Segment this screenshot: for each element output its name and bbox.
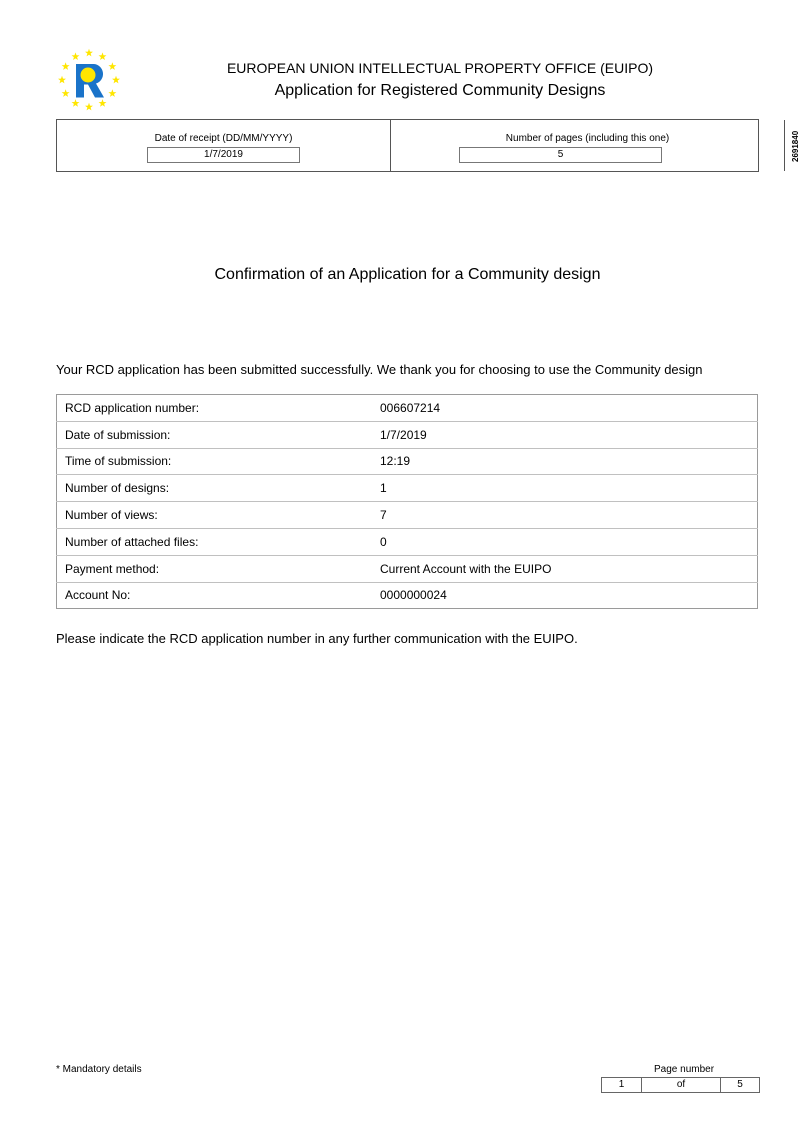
date-of-receipt-cell: [57, 120, 391, 171]
logo-star-icon: [58, 76, 66, 84]
table-row: [57, 528, 758, 555]
detail-value: 12:19: [368, 448, 758, 475]
intro-text: Your RCD application has been submitted successfully. We thank you for choosing to use the Community design: [56, 362, 703, 377]
table-row: [57, 582, 758, 609]
logo-disc: [81, 68, 96, 83]
page-current: 1: [602, 1078, 642, 1092]
confirmation-title: Confirmation of an Application for a Community design: [214, 266, 601, 283]
logo-star-icon: [72, 99, 80, 107]
detail-value: Current Account with the EUIPO: [368, 555, 758, 582]
form-code: 2691840: [791, 130, 800, 162]
reference-note: Please indicate the RCD application number in any further communication with the EUIPO.: [56, 631, 578, 646]
detail-label: RCD application number:: [57, 395, 369, 422]
logo-star-icon: [99, 52, 107, 60]
page-of: of: [642, 1078, 721, 1092]
logo-star-icon: [62, 62, 70, 70]
detail-label: Payment method:: [57, 555, 369, 582]
form-code-cell: [785, 120, 800, 171]
form-title: Application for Registered Community Designs: [274, 82, 606, 99]
detail-label: Number of attached files:: [57, 528, 369, 555]
table-row: [57, 421, 758, 448]
logo-star-icon: [85, 103, 93, 111]
table-row: [57, 555, 758, 582]
logo-star-icon: [112, 76, 120, 84]
logo-star-icon: [99, 99, 107, 107]
page-number-box: [601, 1077, 760, 1093]
date-of-receipt-label: Date of receipt (DD/MM/YYYY): [154, 133, 293, 144]
page-number-label: Page number: [654, 1064, 715, 1075]
detail-value: 1: [368, 475, 758, 502]
detail-value: 006607214: [368, 395, 758, 422]
number-of-pages-label: Number of pages (including this one): [505, 133, 670, 144]
table-row: [57, 448, 758, 475]
logo-star-icon: [85, 49, 93, 57]
detail-value: 7: [368, 502, 758, 529]
logo-star-icon: [108, 89, 116, 97]
organization-name: EUROPEAN UNION INTELLECTUAL PROPERTY OFFICE (EUIPO): [226, 60, 654, 76]
mandatory-details-note: * Mandatory details: [56, 1064, 142, 1075]
table-row: [57, 395, 758, 422]
detail-value: 0: [368, 528, 758, 555]
number-of-pages-cell: [391, 120, 785, 171]
detail-label: Number of designs:: [57, 475, 369, 502]
detail-label: Number of views:: [57, 502, 369, 529]
table-row: [57, 502, 758, 529]
detail-value: 0000000024: [380, 588, 447, 603]
detail-value: 1/7/2019: [368, 421, 758, 448]
receipt-box: [56, 119, 800, 172]
detail-label: Time of submission:: [57, 448, 369, 475]
application-details-table: [56, 394, 758, 609]
number-of-pages-field: 5: [459, 147, 662, 163]
table-row: [57, 475, 758, 502]
detail-label: Date of submission:: [57, 421, 369, 448]
detail-label: Account No:: [65, 588, 131, 603]
logo-star-icon: [62, 89, 70, 97]
logo-star-icon: [72, 52, 80, 60]
euipo-logo: [54, 46, 124, 114]
logo-star-icon: [108, 62, 116, 70]
date-of-receipt-field: 1/7/2019: [147, 147, 300, 163]
page-total: 5: [737, 1079, 743, 1090]
